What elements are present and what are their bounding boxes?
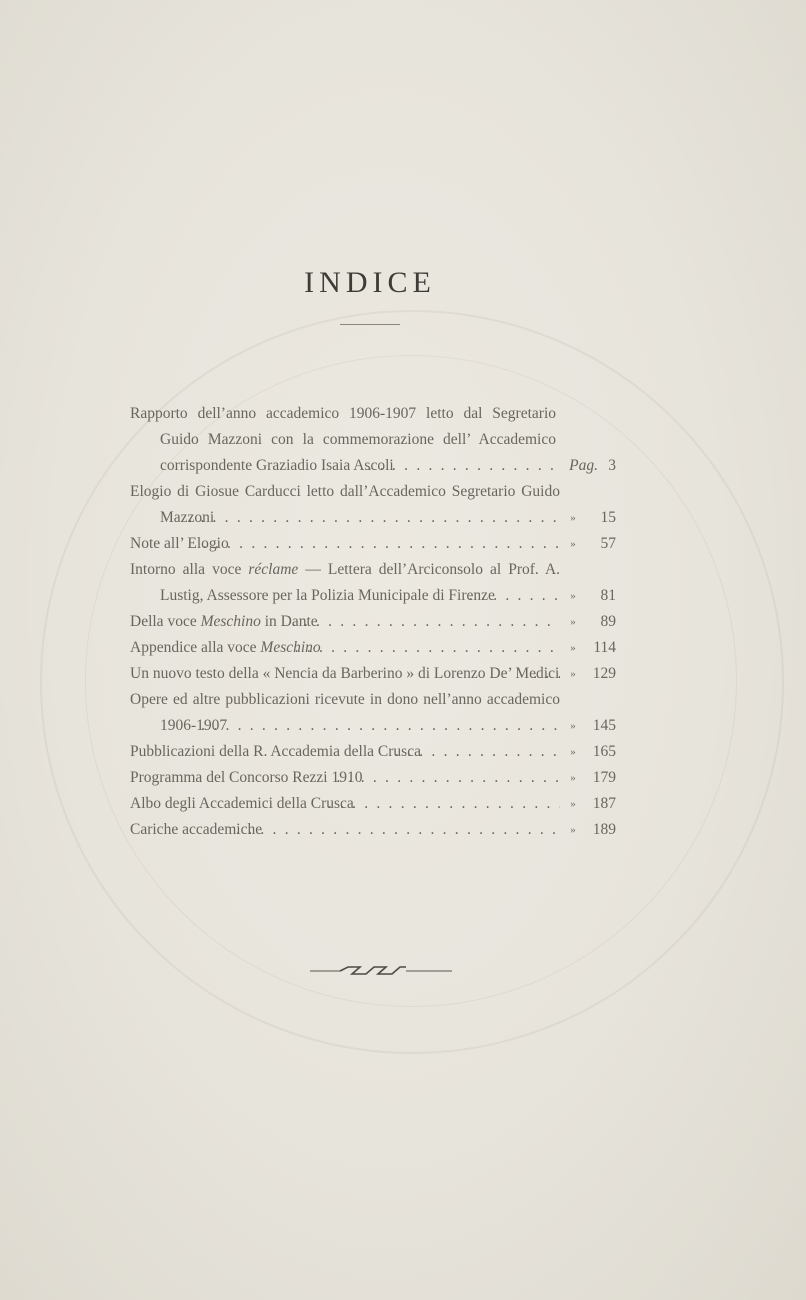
toc-entry-title: Note all’ Elogio . . . [130,531,560,557]
toc-entry-title: Un nuovo testo della « Nencia da Barberino » di Lorenzo De’ Medici . . . [130,661,560,687]
toc-entry [130,531,616,557]
toc-entry-title: Albo degli Accademici della Crusca . . . [130,791,560,817]
toc-entry-title-text: Intorno alla voce [130,561,249,578]
toc-entry-title: Rapporto dell’anno accademico 1906-1907 letto dal Segretario Guido Mazzoni con la commemorazione dell’ Accademico corrispondente Graziadio Isaia Ascoli . . . [130,401,556,479]
toc-entry-page: 3 [608,457,616,474]
toc-entry-title [130,557,560,609]
toc-entry-marker: » [570,772,576,784]
toc-entry-page: 187 [592,795,616,812]
title-rule [340,324,400,325]
toc-entry-marker: Pag. [569,457,598,474]
toc-entry [130,791,616,817]
toc-entry-marker: » [570,668,576,680]
toc-entry-page: 81 [600,587,616,604]
toc-entry-title-italic: Meschino [200,613,261,630]
toc-entry-title-text: — Lettera dell’Arciconsolo al Prof. A. Lustig, Assessore per la Polizia Municipale di Firenze [160,561,560,604]
toc-entry-title: Pubblicazioni della R. Accademia della Crusca . . . [130,739,560,765]
toc-entry-marker: » [570,720,576,732]
toc-entry-marker: » [570,512,576,524]
toc-entry-page: 129 [592,665,616,682]
end-ornament [310,962,452,978]
toc-entry-title-text: in Dante [260,613,318,630]
page-title: INDICE [304,266,436,299]
toc-entry [130,401,616,479]
toc-entry-page: 145 [592,717,616,734]
toc-entry-page: 57 [600,535,616,552]
toc-entry-page: 15 [600,509,616,526]
toc-entry [130,661,616,687]
toc-entry-title: Cariche accademiche . . . [130,817,560,843]
toc-entry [130,739,616,765]
toc-entry-marker: » [570,590,576,602]
toc-entry [130,635,616,661]
toc-entry-page: 179 [592,769,616,786]
toc-entry-title [130,609,560,635]
toc-entry-page: 189 [592,821,616,838]
toc-entry-title: Programma del Concorso Rezzi 1910 . . . [130,765,560,791]
toc-entry [130,765,616,791]
toc-entry-marker: » [570,824,576,836]
toc-entry [130,479,616,531]
toc-entry-marker: » [570,642,576,654]
toc-entry-marker: » [570,798,576,810]
toc-entry-marker: » [570,616,576,628]
toc-entry-title: Elogio di Giosue Carducci letto dall’Accademico Segretario Guido Mazzoni . . . [130,479,560,531]
table-of-contents [130,401,616,843]
toc-entry-title-text: Appendice alla voce [130,639,261,656]
toc-entry-marker: » [570,746,576,758]
toc-entry-title: Opere ed altre pubblicazioni ricevute in dono nell’anno accademico 1906-1907 . . . [130,687,560,739]
toc-entry-page: 114 [593,639,616,656]
toc-entry-marker: » [570,538,576,550]
toc-entry-title [130,635,560,661]
toc-entry [130,609,616,635]
toc-entry [130,817,616,843]
toc-entry-title-italic: Meschino [260,639,321,656]
toc-entry-page: 165 [592,743,616,760]
toc-entry-title-text: Della voce [130,613,201,630]
toc-entry-page: 89 [600,613,616,630]
toc-entry [130,687,616,739]
toc-entry [130,557,616,609]
toc-entry-title-italic: réclame [248,561,299,578]
